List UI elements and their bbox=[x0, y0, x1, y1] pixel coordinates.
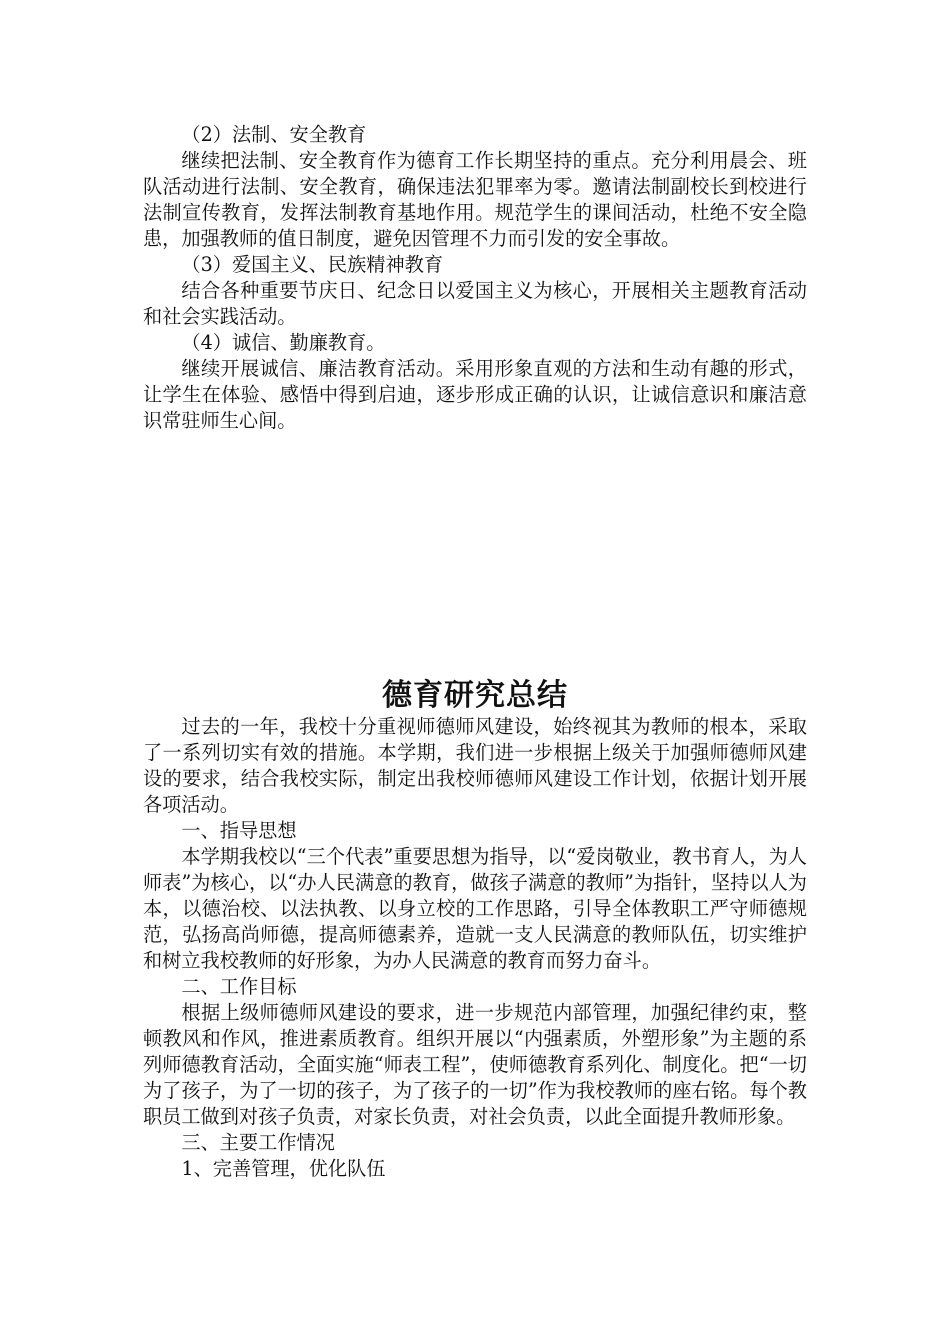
paragraph-integrity: 继续开展诚信、廉洁教育活动。采用形象直观的方法和生动有趣的形式，让学生在体验、感悟中得到启迪，逐步形成正确的认识，让诚信意识和廉洁意识常驻师生心间。 bbox=[143, 357, 807, 432]
paragraph-guiding-thought: 本学期我校以“三个代表”重要思想为指导，以“爱岗敬业，教书育人，为人师表”为核心，以“办人民满意的教育，做孩子满意的教师”为指针，坚持以人为本，以德治校、以法执教、以身立校的工作思路，引导全体教职工严守师德规范，弘扬高尚师德，提高师德素养，造就一支人民满意的教师队伍，切实维护和树立我校教师的好形象，为办人民满意的教育而努力奋斗。 bbox=[143, 845, 807, 972]
document-title: 德育研究总结 bbox=[382, 678, 568, 713]
subheading-integrity: （4）诚信、勤廉教育。 bbox=[181, 331, 386, 354]
subheading-legal-safety: （2）法制、安全教育 bbox=[181, 123, 367, 146]
subheading-patriotism: （3）爱国主义、民族精神教育 bbox=[181, 253, 444, 276]
section-one bbox=[143, 122, 807, 434]
heading-main-work: 三、主要工作情况 bbox=[181, 1131, 335, 1154]
heading-work-goals: 二、工作目标 bbox=[181, 975, 297, 998]
paragraph-patriotism: 结合各种重要节庆日、纪念日以爱国主义为核心，开展相关主题教育活动和社会实践活动。 bbox=[143, 279, 807, 328]
section-two bbox=[143, 714, 807, 1182]
subheading-management: 1、完善管理，优化队伍 bbox=[181, 1157, 386, 1180]
paragraph-work-goals: 根据上级师德师风建设的要求，进一步规范内部管理，加强纪律约束，整顿教风和作风，推进素质教育。组织开展以“内强素质，外塑形象”为主题的系列师德教育活动，全面实施“师表工程”，使师德教育系列化、制度化。把“一切为了孩子，为了一切的孩子，为了孩子的一切”作为我校教师的座右铭。每个教职员工做到对孩子负责，对家长负责，对社会负责，以此全面提升教师形象。 bbox=[143, 1001, 807, 1128]
heading-guiding-thought: 一、指导思想 bbox=[181, 819, 297, 842]
paragraph-intro: 过去的一年，我校十分重视师德师风建设，始终视其为教师的根本，采取了一系列切实有效的措施。本学期，我们进一步根据上级关于加强师德师风建设的要求，结合我校实际，制定出我校师德师风建设工作计划，依据计划开展各项活动。 bbox=[143, 715, 807, 816]
paragraph-legal-safety: 继续把法制、安全教育作为德育工作长期坚持的重点。充分利用晨会、班队活动进行法制、安全教育，确保违法犯罪率为零。邀请法制副校长到校进行法制宣传教育，发挥法制教育基地作用。规范学生的课间活动，杜绝不安全隐患，加强教师的值日制度，避免因管理不力而引发的安全事故。 bbox=[143, 149, 807, 250]
